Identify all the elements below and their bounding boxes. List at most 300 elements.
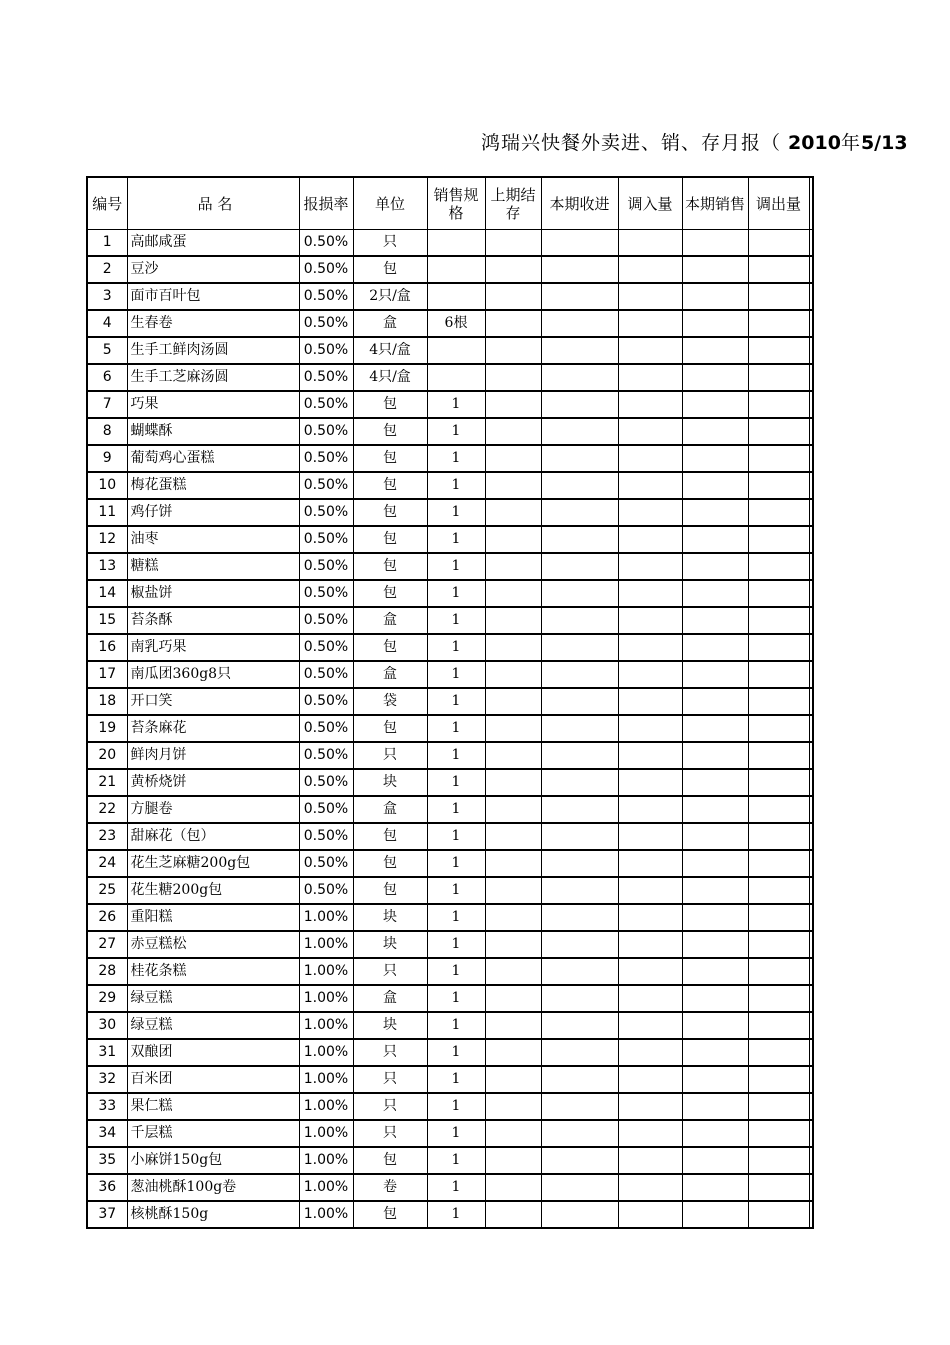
- cell-name: 生手工芝麻汤圆: [127, 364, 299, 391]
- cell-name: 面市百叶包: [127, 283, 299, 310]
- cell-extra: [809, 283, 813, 310]
- table-row: [87, 1012, 813, 1039]
- cell-name: 鲜肉月饼: [127, 742, 299, 769]
- cell-num: 19: [87, 715, 127, 742]
- cell-sales: [682, 445, 748, 472]
- cell-extra: [809, 337, 813, 364]
- cell-unit: 盒: [353, 607, 427, 634]
- cell-spec: 1: [427, 1174, 485, 1201]
- cell-prev-stock: [485, 283, 541, 310]
- table-row: [87, 472, 813, 499]
- header-name: 品 名: [127, 177, 299, 230]
- cell-spec: 1: [427, 607, 485, 634]
- cell-unit: 只: [353, 742, 427, 769]
- cell-prev-stock: [485, 985, 541, 1012]
- cell-rate: 1.00%: [299, 1012, 353, 1039]
- cell-prev-stock: [485, 1147, 541, 1174]
- cell-num: 11: [87, 499, 127, 526]
- cell-name: 小麻饼150g包: [127, 1147, 299, 1174]
- table-row: [87, 661, 813, 688]
- table-row: [87, 931, 813, 958]
- cell-num: 35: [87, 1147, 127, 1174]
- cell-sales: [682, 877, 748, 904]
- cell-num: 33: [87, 1093, 127, 1120]
- cell-prev-stock: [485, 634, 541, 661]
- cell-unit: 包: [353, 1201, 427, 1228]
- cell-rate: 1.00%: [299, 1093, 353, 1120]
- cell-spec: 1: [427, 1120, 485, 1147]
- cell-transfer-in: [618, 310, 682, 337]
- cell-transfer-out: [748, 985, 809, 1012]
- cell-unit: 包: [353, 391, 427, 418]
- cell-sales: [682, 256, 748, 283]
- table-row: [87, 877, 813, 904]
- cell-name: 油枣: [127, 526, 299, 553]
- cell-received: [541, 985, 618, 1012]
- cell-unit: 盒: [353, 796, 427, 823]
- cell-extra: [809, 607, 813, 634]
- table-row: [87, 256, 813, 283]
- cell-num: 27: [87, 931, 127, 958]
- cell-unit: 包: [353, 634, 427, 661]
- table-row: [87, 553, 813, 580]
- cell-received: [541, 661, 618, 688]
- report-title: [481, 128, 950, 158]
- cell-received: [541, 445, 618, 472]
- cell-prev-stock: [485, 688, 541, 715]
- cell-transfer-in: [618, 877, 682, 904]
- cell-extra: [809, 796, 813, 823]
- cell-prev-stock: [485, 337, 541, 364]
- header-row: [87, 177, 813, 230]
- cell-unit: 包: [353, 526, 427, 553]
- cell-rate: 0.50%: [299, 499, 353, 526]
- cell-spec: 1: [427, 1039, 485, 1066]
- cell-sales: [682, 1147, 748, 1174]
- cell-spec: 1: [427, 688, 485, 715]
- cell-prev-stock: [485, 931, 541, 958]
- cell-rate: 1.00%: [299, 958, 353, 985]
- cell-rate: 0.50%: [299, 526, 353, 553]
- cell-prev-stock: [485, 256, 541, 283]
- cell-name: 苔条酥: [127, 607, 299, 634]
- cell-received: [541, 256, 618, 283]
- cell-rate: 0.50%: [299, 607, 353, 634]
- cell-unit: 只: [353, 230, 427, 257]
- cell-unit: 4只/盒: [353, 337, 427, 364]
- cell-rate: 1.00%: [299, 1147, 353, 1174]
- table-row: [87, 1120, 813, 1147]
- cell-unit: 包: [353, 499, 427, 526]
- cell-transfer-out: [748, 364, 809, 391]
- cell-sales: [682, 931, 748, 958]
- cell-prev-stock: [485, 715, 541, 742]
- cell-unit: 包: [353, 877, 427, 904]
- cell-spec: 1: [427, 958, 485, 985]
- cell-rate: 0.50%: [299, 310, 353, 337]
- header-transfer-out: 调出量: [748, 177, 809, 230]
- cell-sales: [682, 1039, 748, 1066]
- title-nian: 年: [840, 132, 861, 154]
- cell-transfer-in: [618, 904, 682, 931]
- cell-received: [541, 823, 618, 850]
- cell-transfer-out: [748, 256, 809, 283]
- cell-prev-stock: [485, 1039, 541, 1066]
- table-row: [87, 634, 813, 661]
- cell-name: 果仁糕: [127, 1093, 299, 1120]
- cell-extra: [809, 742, 813, 769]
- cell-transfer-in: [618, 1039, 682, 1066]
- cell-name: 南瓜团360g8只: [127, 661, 299, 688]
- cell-name: 方腿卷: [127, 796, 299, 823]
- cell-extra: [809, 580, 813, 607]
- table-row: [87, 823, 813, 850]
- cell-num: 28: [87, 958, 127, 985]
- cell-unit: 包: [353, 553, 427, 580]
- cell-unit: 块: [353, 931, 427, 958]
- cell-transfer-in: [618, 499, 682, 526]
- cell-received: [541, 553, 618, 580]
- cell-extra: [809, 769, 813, 796]
- header-transfer-in: 调入量: [618, 177, 682, 230]
- cell-received: [541, 1201, 618, 1228]
- cell-extra: [809, 230, 813, 257]
- cell-rate: 1.00%: [299, 931, 353, 958]
- cell-num: 12: [87, 526, 127, 553]
- cell-prev-stock: [485, 1066, 541, 1093]
- cell-received: [541, 310, 618, 337]
- cell-received: [541, 364, 618, 391]
- cell-spec: 1: [427, 985, 485, 1012]
- cell-sales: [682, 553, 748, 580]
- cell-sales: [682, 580, 748, 607]
- cell-extra: [809, 1120, 813, 1147]
- cell-transfer-out: [748, 391, 809, 418]
- header-sales: 本期销售: [682, 177, 748, 230]
- cell-prev-stock: [485, 310, 541, 337]
- cell-num: 29: [87, 985, 127, 1012]
- cell-prev-stock: [485, 526, 541, 553]
- cell-unit: 包: [353, 715, 427, 742]
- cell-extra: [809, 364, 813, 391]
- cell-sales: [682, 418, 748, 445]
- title-date: 5/13: [860, 132, 908, 154]
- cell-prev-stock: [485, 607, 541, 634]
- cell-sales: [682, 391, 748, 418]
- cell-extra: [809, 985, 813, 1012]
- cell-extra: [809, 553, 813, 580]
- cell-rate: 0.50%: [299, 364, 353, 391]
- cell-transfer-out: [748, 1147, 809, 1174]
- cell-transfer-out: [748, 553, 809, 580]
- cell-transfer-in: [618, 1147, 682, 1174]
- cell-received: [541, 1120, 618, 1147]
- cell-extra: [809, 1174, 813, 1201]
- cell-transfer-in: [618, 391, 682, 418]
- cell-spec: 1: [427, 391, 485, 418]
- cell-unit: 包: [353, 418, 427, 445]
- cell-extra: [809, 688, 813, 715]
- cell-transfer-in: [618, 1201, 682, 1228]
- cell-rate: 0.50%: [299, 283, 353, 310]
- cell-transfer-out: [748, 850, 809, 877]
- cell-transfer-out: [748, 1012, 809, 1039]
- table-row: [87, 607, 813, 634]
- cell-unit: 袋: [353, 688, 427, 715]
- table-row: [87, 985, 813, 1012]
- cell-rate: 1.00%: [299, 1120, 353, 1147]
- cell-sales: [682, 364, 748, 391]
- table-row: [87, 1093, 813, 1120]
- cell-transfer-in: [618, 256, 682, 283]
- cell-rate: 1.00%: [299, 1039, 353, 1066]
- cell-received: [541, 526, 618, 553]
- cell-prev-stock: [485, 418, 541, 445]
- cell-received: [541, 607, 618, 634]
- cell-sales: [682, 1093, 748, 1120]
- cell-name: 核桃酥150g: [127, 1201, 299, 1228]
- cell-received: [541, 1012, 618, 1039]
- cell-name: 生手工鲜肉汤圆: [127, 337, 299, 364]
- cell-spec: 1: [427, 580, 485, 607]
- cell-transfer-in: [618, 985, 682, 1012]
- cell-sales: [682, 688, 748, 715]
- cell-transfer-out: [748, 1039, 809, 1066]
- cell-extra: [809, 1012, 813, 1039]
- table-row: [87, 580, 813, 607]
- cell-transfer-in: [618, 688, 682, 715]
- cell-name: 千层糕: [127, 1120, 299, 1147]
- cell-transfer-out: [748, 472, 809, 499]
- cell-transfer-out: [748, 337, 809, 364]
- table-row: [87, 796, 813, 823]
- cell-prev-stock: [485, 823, 541, 850]
- cell-sales: [682, 1012, 748, 1039]
- table-row: [87, 1147, 813, 1174]
- cell-extra: [809, 310, 813, 337]
- cell-transfer-in: [618, 715, 682, 742]
- cell-transfer-in: [618, 472, 682, 499]
- cell-rate: 1.00%: [299, 985, 353, 1012]
- table-row: [87, 1174, 813, 1201]
- cell-sales: [682, 715, 748, 742]
- header-received: 本期收进: [541, 177, 618, 230]
- cell-transfer-out: [748, 1093, 809, 1120]
- cell-extra: [809, 445, 813, 472]
- cell-rate: 0.50%: [299, 445, 353, 472]
- cell-rate: 0.50%: [299, 796, 353, 823]
- cell-rate: 1.00%: [299, 904, 353, 931]
- table-row: [87, 1066, 813, 1093]
- cell-received: [541, 499, 618, 526]
- cell-prev-stock: [485, 769, 541, 796]
- cell-transfer-out: [748, 688, 809, 715]
- table-row: [87, 364, 813, 391]
- cell-transfer-in: [618, 850, 682, 877]
- cell-rate: 0.50%: [299, 688, 353, 715]
- cell-transfer-out: [748, 283, 809, 310]
- cell-num: 7: [87, 391, 127, 418]
- cell-transfer-in: [618, 742, 682, 769]
- cell-prev-stock: [485, 1174, 541, 1201]
- header-rate: 报损率: [299, 177, 353, 230]
- cell-extra: [809, 1066, 813, 1093]
- cell-spec: 1: [427, 715, 485, 742]
- cell-name: 巧果: [127, 391, 299, 418]
- cell-unit: 盒: [353, 985, 427, 1012]
- cell-sales: [682, 904, 748, 931]
- cell-spec: 1: [427, 850, 485, 877]
- cell-spec: 1: [427, 1066, 485, 1093]
- cell-spec: [427, 230, 485, 257]
- cell-rate: 0.50%: [299, 337, 353, 364]
- cell-transfer-out: [748, 877, 809, 904]
- cell-num: 5: [87, 337, 127, 364]
- cell-num: 16: [87, 634, 127, 661]
- cell-rate: 0.50%: [299, 580, 353, 607]
- cell-sales: [682, 499, 748, 526]
- table-row: [87, 715, 813, 742]
- cell-unit: 包: [353, 580, 427, 607]
- cell-transfer-out: [748, 823, 809, 850]
- cell-spec: 1: [427, 1093, 485, 1120]
- cell-spec: 1: [427, 499, 485, 526]
- cell-transfer-in: [618, 1066, 682, 1093]
- table-row: [87, 337, 813, 364]
- cell-num: 13: [87, 553, 127, 580]
- cell-received: [541, 742, 618, 769]
- cell-rate: 0.50%: [299, 472, 353, 499]
- cell-spec: 1: [427, 1147, 485, 1174]
- cell-num: 15: [87, 607, 127, 634]
- cell-spec: 1: [427, 877, 485, 904]
- cell-spec: [427, 256, 485, 283]
- cell-spec: 6根: [427, 310, 485, 337]
- cell-transfer-out: [748, 904, 809, 931]
- cell-unit: 包: [353, 1147, 427, 1174]
- cell-sales: [682, 634, 748, 661]
- inventory-table: [86, 176, 814, 1229]
- cell-transfer-out: [748, 1066, 809, 1093]
- cell-received: [541, 715, 618, 742]
- cell-transfer-out: [748, 230, 809, 257]
- cell-received: [541, 391, 618, 418]
- cell-sales: [682, 230, 748, 257]
- cell-unit: 包: [353, 472, 427, 499]
- cell-rate: 0.50%: [299, 823, 353, 850]
- cell-received: [541, 958, 618, 985]
- cell-rate: 0.50%: [299, 391, 353, 418]
- cell-extra: [809, 391, 813, 418]
- cell-rate: 0.50%: [299, 230, 353, 257]
- cell-spec: 1: [427, 796, 485, 823]
- cell-prev-stock: [485, 796, 541, 823]
- cell-extra: [809, 634, 813, 661]
- header-unit: 单位: [353, 177, 427, 230]
- cell-transfer-in: [618, 931, 682, 958]
- cell-prev-stock: [485, 958, 541, 985]
- cell-prev-stock: [485, 230, 541, 257]
- table-row: [87, 688, 813, 715]
- cell-extra: [809, 715, 813, 742]
- cell-spec: 1: [427, 445, 485, 472]
- cell-received: [541, 1147, 618, 1174]
- cell-transfer-out: [748, 526, 809, 553]
- cell-rate: 0.50%: [299, 742, 353, 769]
- title-year: 2010: [788, 132, 841, 154]
- cell-rate: 0.50%: [299, 418, 353, 445]
- cell-spec: 1: [427, 418, 485, 445]
- cell-name: 南乳巧果: [127, 634, 299, 661]
- cell-transfer-in: [618, 823, 682, 850]
- cell-extra: [809, 499, 813, 526]
- cell-extra: [809, 931, 813, 958]
- cell-transfer-in: [618, 1012, 682, 1039]
- cell-rate: 0.50%: [299, 256, 353, 283]
- cell-name: 葱油桃酥100g卷: [127, 1174, 299, 1201]
- cell-num: 1: [87, 230, 127, 257]
- cell-name: 苔条麻花: [127, 715, 299, 742]
- cell-name: 梅花蛋糕: [127, 472, 299, 499]
- cell-rate: 1.00%: [299, 1174, 353, 1201]
- header-prev-stock: 上期结存: [485, 177, 541, 230]
- cell-extra: [809, 418, 813, 445]
- cell-prev-stock: [485, 1012, 541, 1039]
- cell-name: 开口笑: [127, 688, 299, 715]
- cell-transfer-in: [618, 661, 682, 688]
- cell-sales: [682, 823, 748, 850]
- cell-transfer-out: [748, 418, 809, 445]
- cell-name: 蝴蝶酥: [127, 418, 299, 445]
- cell-sales: [682, 769, 748, 796]
- cell-prev-stock: [485, 661, 541, 688]
- cell-transfer-out: [748, 661, 809, 688]
- cell-rate: 0.50%: [299, 715, 353, 742]
- cell-name: 糖糕: [127, 553, 299, 580]
- cell-transfer-in: [618, 230, 682, 257]
- cell-name: 绿豆糕: [127, 1012, 299, 1039]
- cell-num: 2: [87, 256, 127, 283]
- cell-transfer-in: [618, 1093, 682, 1120]
- table-row: [87, 850, 813, 877]
- table-row: [87, 310, 813, 337]
- table-row: [87, 283, 813, 310]
- cell-transfer-out: [748, 1120, 809, 1147]
- cell-transfer-in: [618, 634, 682, 661]
- cell-prev-stock: [485, 364, 541, 391]
- cell-num: 37: [87, 1201, 127, 1228]
- cell-sales: [682, 607, 748, 634]
- cell-unit: 块: [353, 769, 427, 796]
- cell-name: 绿豆糕: [127, 985, 299, 1012]
- cell-transfer-out: [748, 445, 809, 472]
- cell-sales: [682, 310, 748, 337]
- cell-prev-stock: [485, 877, 541, 904]
- cell-received: [541, 472, 618, 499]
- cell-extra: [809, 1039, 813, 1066]
- cell-unit: 包: [353, 823, 427, 850]
- cell-num: 20: [87, 742, 127, 769]
- cell-transfer-in: [618, 445, 682, 472]
- cell-spec: [427, 364, 485, 391]
- table-row: [87, 391, 813, 418]
- cell-num: 34: [87, 1120, 127, 1147]
- table-row: [87, 418, 813, 445]
- cell-transfer-in: [618, 769, 682, 796]
- cell-spec: 1: [427, 931, 485, 958]
- cell-sales: [682, 1066, 748, 1093]
- cell-prev-stock: [485, 553, 541, 580]
